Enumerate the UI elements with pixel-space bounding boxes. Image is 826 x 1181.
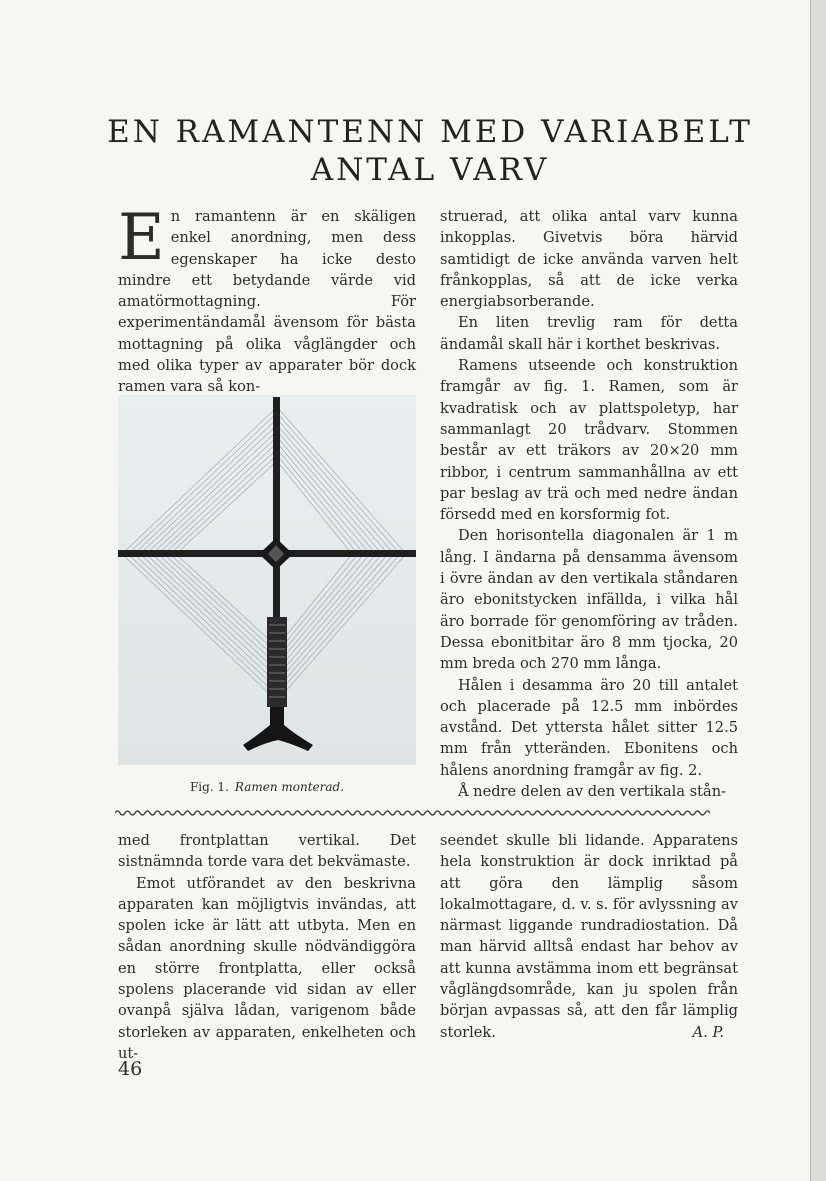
loop-antenna-image bbox=[118, 395, 416, 765]
ebonite-piece bbox=[267, 617, 287, 707]
article-title-line-2: ANTAL VARV bbox=[310, 152, 550, 188]
paragraph: Emot utförandet av den beskrivna apparaten kan möjligtvis invändas, att spolen icke är lätt att utbyta. Men en sådan anordning skulle nödvändiggöra en större frontplatta, eller också spolens placerande vid sidan av eller ovanpå själva lådan, varigenom både storleken av apparaten, enkelheten och ut- bbox=[118, 874, 416, 1062]
intro-text: n ramantenn är en skäligen enkel anordning, men dess egenskaper ha icke desto mindre ett betydande värde vid amatörmottagning. För experimentändamål ävensom för bästa mottagning på olika våglängder och med olika typer av apparater bör dock ramen vara så kon- bbox=[118, 208, 416, 396]
column-1 bbox=[118, 201, 416, 398]
paragraph: Hålen i desamma äro 20 till antalet och placerade på 12.5 mm inbördes avstånd. Det yttersta hålet sitter 12.5 mm från ytteränden. Ebonitens och hålens anordning framgår av fig. 2. bbox=[440, 676, 738, 779]
column-4 bbox=[440, 830, 738, 1043]
page-number: 46 bbox=[118, 1058, 143, 1080]
figure-caption-text: Ramen monterad. bbox=[234, 780, 345, 794]
paragraph bbox=[440, 830, 738, 1043]
paragraph: struerad, att olika antal varv kunna inkopplas. Givetvis böra härvid samtidigt de icke använda varven helt frånkopplas, så att de icke verka energiabsorberande. bbox=[440, 208, 738, 311]
author-signature: A. P. bbox=[692, 1023, 724, 1041]
paragraph: En liten trevlig ram för detta ändamål skall här i korthet beskrivas. bbox=[440, 314, 738, 353]
paragraph: Å nedre delen av den vertikala stån- bbox=[458, 783, 727, 801]
column-3 bbox=[118, 830, 416, 1064]
page-edge bbox=[810, 0, 826, 1181]
drop-cap: E bbox=[118, 201, 165, 275]
wavy-divider bbox=[115, 808, 735, 818]
paragraph: Den horisontella diagonalen är 1 m lång. I ändarna på densamma ävensom i övre ändan av den vertikala ståndaren äro ebonitstycken infällda, i vilka hål äro borrade för genomföring av tråden. Dessa ebonitbitar äro 8 mm tjocka, 20 mm breda och 270 mm långa. bbox=[440, 527, 738, 673]
paragraph: Ramens utseende och konstruktion framgår av fig. 1. Ramen, som är kvadratisk och av plattspoletyp, har sammanlagt 20 trådvarv. Stommen består av ett träkors av 20×20 mm ribbor, i centrum sammanhållna av ett par beslag av trä och med nedre ändan försedd med en korsformig fot. bbox=[440, 357, 738, 524]
intro-paragraph bbox=[118, 201, 416, 398]
article-title-line-1: EN RAMANTENN MED VARIABELT bbox=[107, 114, 753, 150]
figure-caption bbox=[118, 780, 416, 794]
closing-text: seendet skulle bli lidande. Apparatens hela konstruktion är dock inriktad på att göra den lämplig såsom lokalmottagare, d. v. s. för avlyssning av närmast liggande rundradiostation. Då man härvid alltså endast har behov av att kunna avstämma inom ett begränsat våglängdsområde, kan ju spolen från början avpassas så, att den får lämplig storlek. bbox=[440, 832, 738, 1041]
paragraph: med frontplattan vertikal. Det sistnämnda torde vara det bekvämaste. bbox=[118, 832, 416, 871]
figure-1-photo bbox=[118, 395, 416, 765]
figure-label: Fig. 1. bbox=[189, 780, 229, 794]
column-2 bbox=[440, 206, 738, 802]
